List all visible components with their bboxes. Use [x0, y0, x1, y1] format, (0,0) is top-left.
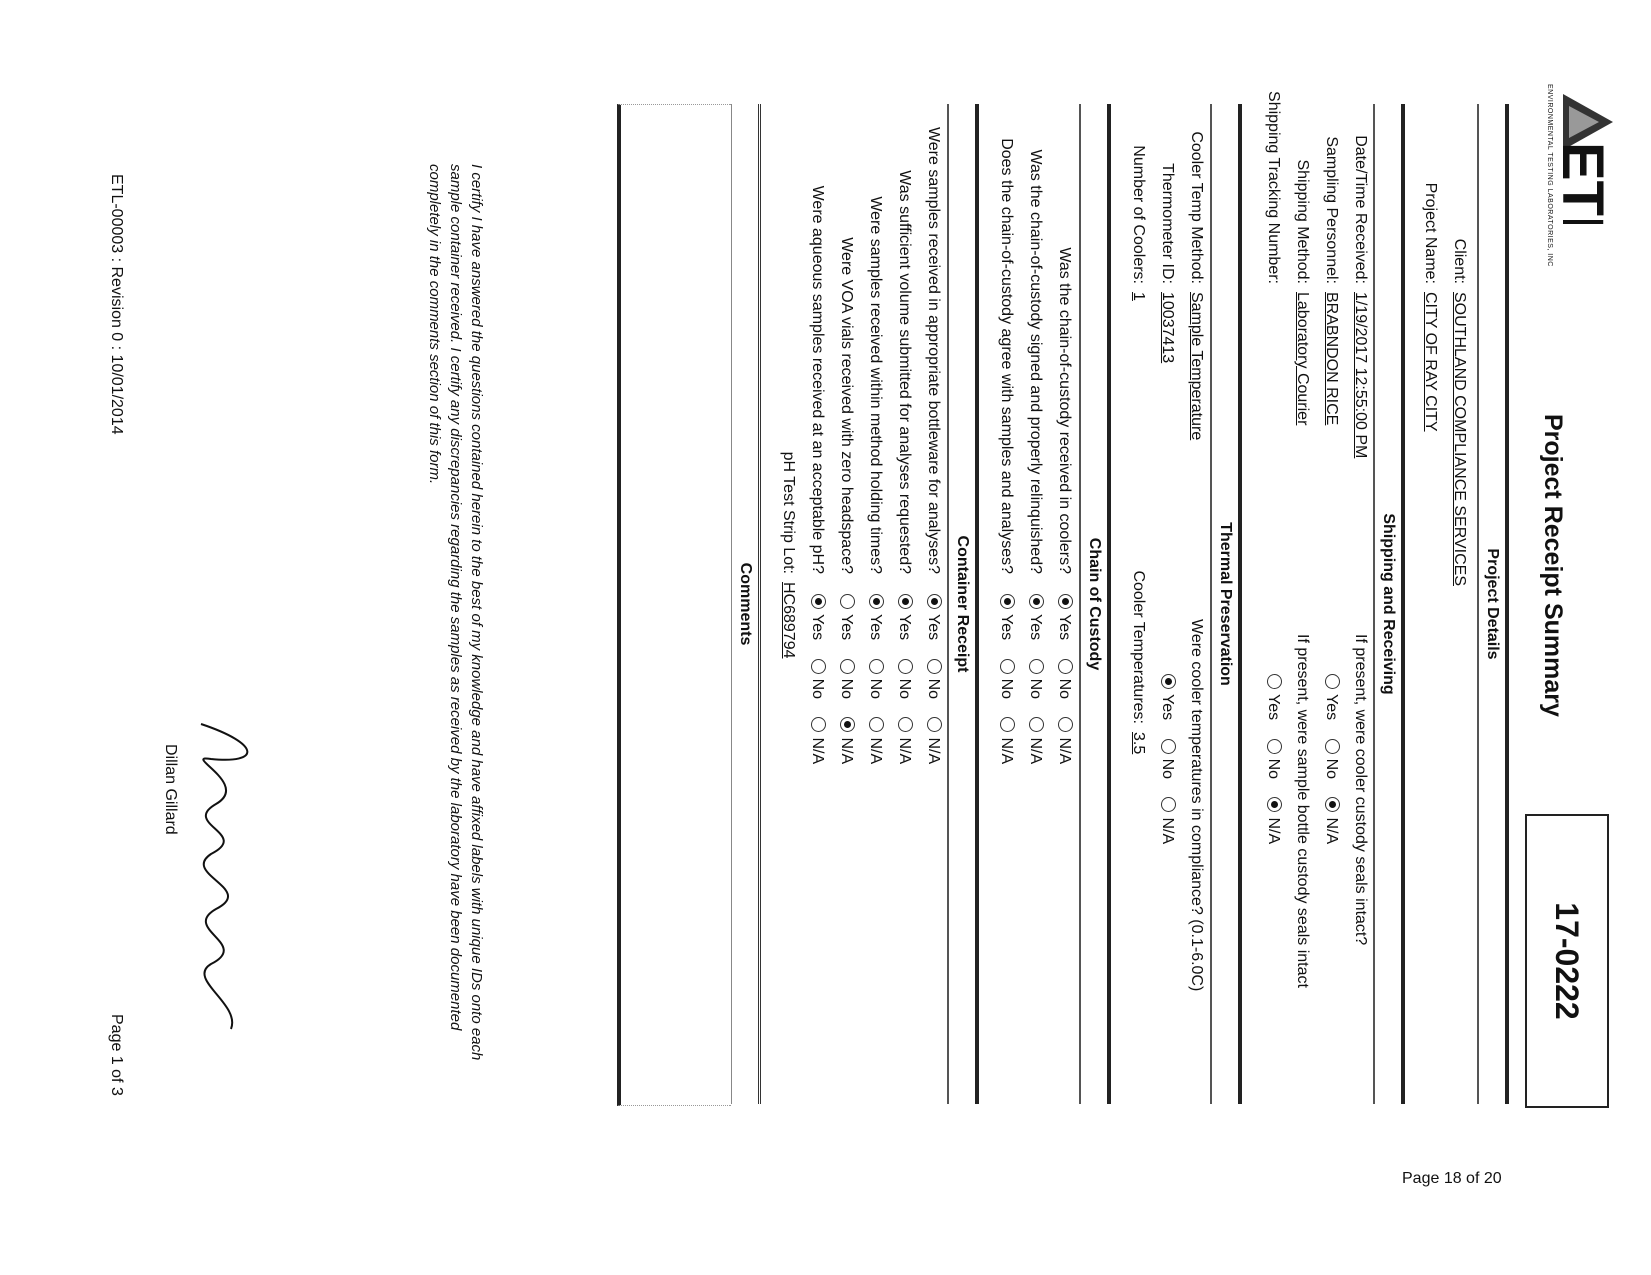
option-na: N/A	[838, 737, 855, 765]
radio-selected-icon[interactable]	[898, 594, 913, 609]
option-na: N/A	[896, 737, 913, 765]
thermometer-id-label: Thermometer ID:	[1159, 163, 1176, 284]
number-of-coolers-value: 1	[1130, 292, 1147, 301]
option-no: No	[896, 678, 913, 700]
bottleware-question: Were samples received in appropriate bottleware for analyses?	[925, 126, 942, 574]
section-coc: Chain of Custody	[1079, 104, 1111, 1104]
sampling-personnel-label: Sampling Personnel:	[1323, 136, 1340, 284]
radio-selected-icon[interactable]	[811, 594, 826, 609]
option-no: No	[998, 678, 1015, 700]
coc-agree-question: Does the chain-of-custody agree with samples and analyses?	[998, 138, 1015, 574]
ph-strip-row	[779, 374, 797, 659]
cooler-temp-method-row	[1187, 54, 1205, 440]
project-name-value: CITY OF RAY CITY	[1422, 292, 1439, 432]
radio-icon[interactable]	[1161, 797, 1176, 812]
receipt-form	[87, 54, 1637, 1154]
radio-icon[interactable]	[898, 717, 913, 732]
radio-icon[interactable]	[840, 594, 855, 609]
coc-received-question: Was the chain-of-custody received in coolers?	[1056, 247, 1073, 574]
radio-icon[interactable]	[869, 659, 884, 674]
option-yes: Yes	[838, 614, 855, 641]
radio-selected-icon[interactable]	[1000, 594, 1015, 609]
section-thermal: Thermal Preservation	[1210, 104, 1242, 1104]
client-row	[1450, 104, 1468, 586]
radio-icon[interactable]	[1325, 674, 1340, 689]
option-na: N/A	[925, 737, 942, 765]
voa-question: Were VOA vials received with zero headspace?	[838, 237, 855, 574]
option-yes: Yes	[1056, 614, 1073, 641]
ph-strip-label: pH Test Strip Lot:	[780, 451, 797, 574]
holding-times-question: Were samples received within method holding times?	[867, 196, 884, 574]
project-number-box	[1525, 814, 1609, 1108]
radio-icon[interactable]	[1058, 717, 1073, 732]
ph-options	[808, 594, 826, 778]
option-no: No	[1159, 758, 1176, 780]
radio-icon[interactable]	[1325, 739, 1340, 754]
option-na: N/A	[1323, 817, 1340, 845]
cooler-temperatures-row	[1129, 524, 1147, 754]
option-na: N/A	[1056, 737, 1073, 765]
ph-question: Were aqueous samples received at an acceptable pH?	[809, 185, 826, 574]
bottle-seals-question: If present, were sample bottle custody seals intact	[1294, 634, 1311, 988]
comments-box	[617, 104, 731, 1106]
project-number: 17-0222	[1549, 902, 1585, 1020]
holding-times-options	[866, 594, 884, 778]
radio-selected-icon[interactable]	[1267, 797, 1282, 812]
radio-icon[interactable]	[1058, 659, 1073, 674]
coc-signed-options	[1026, 594, 1044, 778]
volume-options	[895, 594, 913, 778]
page-title: Project Receipt Summary	[1539, 414, 1567, 717]
etl-logo	[1550, 84, 1621, 224]
radio-selected-icon[interactable]	[1058, 594, 1073, 609]
option-no: No	[925, 678, 942, 700]
shipping-method-row	[1293, 54, 1311, 425]
form-page-number: Page 1 of 3	[108, 1014, 125, 1096]
radio-icon[interactable]	[811, 659, 826, 674]
client-value: SOUTHLAND COMPLIANCE SERVICES	[1451, 292, 1468, 586]
radio-icon[interactable]	[927, 659, 942, 674]
radio-icon[interactable]	[1029, 659, 1044, 674]
date-received-value: 1/19/2017 12:55:00 PM	[1352, 292, 1369, 459]
signature-icon	[171, 714, 271, 1044]
radio-icon[interactable]	[1000, 659, 1015, 674]
radio-selected-icon[interactable]	[1325, 797, 1340, 812]
section-comments: Comments	[731, 104, 761, 1104]
option-yes: Yes	[1159, 694, 1176, 721]
cooler-seals-options	[1322, 674, 1340, 858]
project-name-label: Project Name:	[1422, 182, 1439, 284]
radio-selected-icon[interactable]	[869, 594, 884, 609]
radio-icon[interactable]	[927, 717, 942, 732]
cooler-temps-options	[1158, 674, 1176, 858]
radio-icon[interactable]	[869, 717, 884, 732]
coc-received-options	[1055, 594, 1073, 778]
cooler-seals-question: If present, were cooler custody seals intact?	[1352, 634, 1369, 946]
option-no: No	[809, 678, 826, 700]
logo-subtitle: ENVIRONMENTAL TESTING LABORATORIES, INC	[1546, 84, 1553, 267]
radio-icon[interactable]	[1161, 739, 1176, 754]
cooler-temperatures-label: Cooler Temperatures:	[1130, 570, 1147, 724]
sampling-personnel-row	[1322, 54, 1340, 425]
coc-agree-options	[997, 594, 1015, 778]
cooler-temp-method-value: Sample Temperature	[1188, 292, 1205, 441]
date-received-row	[1351, 54, 1369, 458]
cooler-temps-question: Were cooler temperatures in compliance? (0.1-6.0C)	[1188, 619, 1205, 992]
option-na: N/A	[998, 737, 1015, 765]
signature	[166, 714, 271, 1044]
shipping-method-value: Laboratory Courier	[1294, 292, 1311, 426]
bottle-seals-options	[1264, 674, 1282, 858]
radio-selected-icon[interactable]	[1029, 594, 1044, 609]
radio-icon[interactable]	[1000, 717, 1015, 732]
cooler-temp-method-label: Cooler Temp Method:	[1188, 131, 1205, 284]
option-yes: Yes	[1323, 694, 1340, 721]
option-yes: Yes	[1265, 694, 1282, 721]
thermometer-id-row	[1158, 54, 1176, 363]
section-project-details: Project Details	[1477, 104, 1509, 1104]
ph-strip-value: HC689794	[780, 582, 797, 659]
client-label: Client:	[1451, 238, 1468, 284]
option-no: No	[838, 678, 855, 700]
radio-selected-icon[interactable]	[840, 717, 855, 732]
volume-question: Was sufficient volume submitted for analyses requested?	[896, 170, 913, 574]
svg-text:ETL: ETL	[1555, 142, 1615, 224]
sampling-personnel-value: BRABNDON RICE	[1323, 292, 1340, 426]
shipping-method-label: Shipping Method:	[1294, 159, 1311, 284]
radio-icon[interactable]	[1267, 674, 1282, 689]
section-container: Container Receipt	[947, 104, 979, 1104]
date-received-label: Date/Time Received:	[1352, 135, 1369, 284]
certification-text: I certify I have answered the questions contained herein to the best of my knowledge and have affixed labels with unique IDs onto each sample container received. I certify any discrepancies regarding the samples as received by the laboratory have been documented completely in the comments section of this form.	[426, 164, 485, 1061]
cooler-temperatures-value: 3.5	[1130, 732, 1147, 755]
section-shipping: Shipping and Receiving	[1373, 104, 1405, 1104]
option-yes: Yes	[925, 614, 942, 641]
number-of-coolers-row	[1129, 54, 1147, 301]
option-na: N/A	[1265, 817, 1282, 845]
option-no: No	[1056, 678, 1073, 700]
radio-icon[interactable]	[1029, 717, 1044, 732]
voa-options	[837, 594, 855, 778]
signer-name: Dillan Gillard	[162, 744, 179, 835]
radio-icon[interactable]	[898, 659, 913, 674]
tracking-number-label: Shipping Tracking Number:	[1265, 91, 1282, 284]
logo-icon	[1555, 84, 1621, 224]
project-name-row	[1421, 104, 1439, 432]
page-footer: Page 18 of 20	[1402, 1170, 1502, 1187]
option-no: No	[1265, 758, 1282, 780]
radio-icon[interactable]	[1267, 739, 1282, 754]
option-yes: Yes	[998, 614, 1015, 641]
option-na: N/A	[867, 737, 884, 765]
option-yes: Yes	[809, 614, 826, 641]
bottleware-options	[924, 594, 942, 778]
option-no: No	[867, 678, 884, 700]
option-yes: Yes	[1027, 614, 1044, 641]
radio-icon[interactable]	[840, 659, 855, 674]
option-na: N/A	[1159, 817, 1176, 845]
option-na: N/A	[1027, 737, 1044, 765]
coc-signed-question: Was the chain-of-custody signed and properly relinquished?	[1027, 149, 1044, 574]
option-na: N/A	[809, 737, 826, 765]
thermometer-id-value: 10037413	[1159, 292, 1176, 364]
tracking-number-row	[1264, 54, 1282, 284]
form-revision: ETL-00003 : Revision 0 : 10/01/2014	[108, 174, 125, 435]
number-of-coolers-label: Number of Coolers:	[1130, 145, 1147, 284]
option-no: No	[1027, 678, 1044, 700]
option-yes: Yes	[896, 614, 913, 641]
option-yes: Yes	[867, 614, 884, 641]
option-no: No	[1323, 758, 1340, 780]
radio-icon[interactable]	[811, 717, 826, 732]
radio-selected-icon[interactable]	[927, 594, 942, 609]
radio-selected-icon[interactable]	[1161, 674, 1176, 689]
